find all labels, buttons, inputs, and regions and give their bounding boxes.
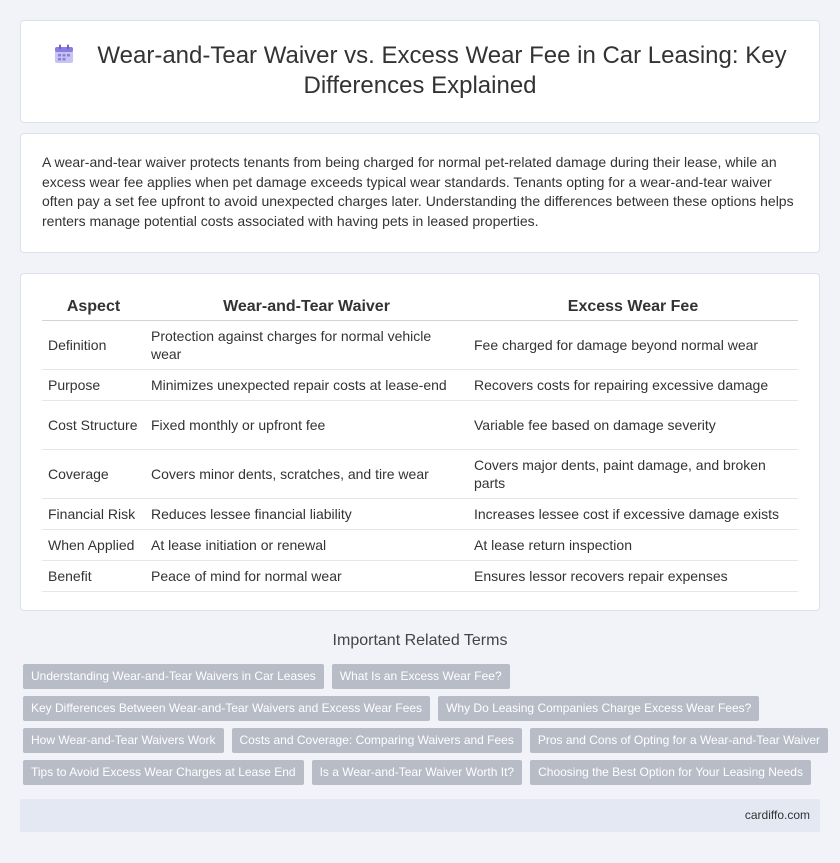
- table-row: [42, 369, 798, 400]
- cell-waiver: Covers minor dents, scratches, and tire wear: [145, 449, 468, 498]
- tag-row: [23, 696, 823, 721]
- page-title-wrap: [21, 41, 819, 101]
- related-terms-tags: [23, 664, 823, 792]
- comparison-table: [42, 294, 798, 592]
- header-aspect: Aspect: [42, 294, 145, 320]
- cell-excess-fee: At lease return inspection: [468, 529, 798, 560]
- cell-aspect: Benefit: [42, 560, 145, 591]
- cell-aspect: Definition: [42, 320, 145, 369]
- cell-aspect: Financial Risk: [42, 498, 145, 529]
- cell-waiver: Fixed monthly or upfront fee: [145, 400, 468, 449]
- cell-excess-fee: Fee charged for damage beyond normal wear: [468, 320, 798, 369]
- tag-row: [23, 728, 823, 753]
- related-tag[interactable]: What Is an Excess Wear Fee?: [332, 664, 510, 689]
- related-tag[interactable]: Why Do Leasing Companies Charge Excess Wear Fees?: [438, 696, 759, 721]
- cell-excess-fee: Ensures lessor recovers repair expenses: [468, 560, 798, 591]
- cell-excess-fee: Covers major dents, paint damage, and broken parts: [468, 449, 798, 498]
- intro-card: [20, 133, 820, 253]
- calendar-icon: [53, 43, 75, 65]
- table-row: [42, 400, 798, 449]
- table-row: [42, 449, 798, 498]
- footer-site-link[interactable]: cardiffo.com: [744, 808, 810, 822]
- comparison-table-card: [20, 273, 820, 611]
- related-tag[interactable]: Key Differences Between Wear-and-Tear Waivers and Excess Wear Fees: [23, 696, 430, 721]
- cell-waiver: Reduces lessee financial liability: [145, 498, 468, 529]
- footer-bar: [20, 799, 820, 832]
- table-row: [42, 560, 798, 591]
- page-title: Wear-and-Tear Waiver vs. Excess Wear Fee in Car Leasing: Key Differences Explained: [97, 42, 787, 99]
- tag-row: [23, 664, 823, 689]
- cell-waiver: At lease initiation or renewal: [145, 529, 468, 560]
- related-tag[interactable]: Is a Wear-and-Tear Waiver Worth It?: [312, 760, 523, 785]
- cell-aspect: Coverage: [42, 449, 145, 498]
- table-row: [42, 320, 798, 369]
- tag-row: [23, 760, 823, 785]
- cell-waiver: Protection against charges for normal vehicle wear: [145, 320, 468, 369]
- related-tag[interactable]: Pros and Cons of Opting for a Wear-and-Tear Waiver: [530, 728, 828, 753]
- related-terms-title: Important Related Terms: [332, 632, 508, 649]
- cell-aspect: When Applied: [42, 529, 145, 560]
- table-header-row: [42, 294, 798, 320]
- table-row: [42, 498, 798, 529]
- cell-excess-fee: Increases lessee cost if excessive damage exists: [468, 498, 798, 529]
- header-waiver: Wear-and-Tear Waiver: [145, 294, 468, 320]
- cell-aspect: Purpose: [42, 369, 145, 400]
- intro-paragraph: A wear-and-tear waiver protects tenants from being charged for normal pet-related damage during their lease, while an excess wear fee applies when pet damage exceeds typical wear standards. Tenants opting for a wear-and-tear waiver often pay a set fee upfront to avoid unexpected charges later. Understanding the differences between these options helps renters manage potential costs associated with having pets in leased properties.: [42, 154, 794, 229]
- cell-excess-fee: Recovers costs for repairing excessive damage: [468, 369, 798, 400]
- related-tag[interactable]: How Wear-and-Tear Waivers Work: [23, 728, 224, 753]
- related-tag[interactable]: Tips to Avoid Excess Wear Charges at Lease End: [23, 760, 304, 785]
- header-card: [20, 20, 820, 123]
- table-row: [42, 529, 798, 560]
- header-excess-fee: Excess Wear Fee: [468, 294, 798, 320]
- cell-waiver: Peace of mind for normal wear: [145, 560, 468, 591]
- related-tag[interactable]: Costs and Coverage: Comparing Waivers and Fees: [232, 728, 522, 753]
- related-tag[interactable]: Understanding Wear-and-Tear Waivers in Car Leases: [23, 664, 324, 689]
- related-tag[interactable]: Choosing the Best Option for Your Leasing Needs: [530, 760, 811, 785]
- cell-waiver: Minimizes unexpected repair costs at lease-end: [145, 369, 468, 400]
- cell-aspect: Cost Structure: [42, 400, 145, 449]
- cell-excess-fee: Variable fee based on damage severity: [468, 400, 798, 449]
